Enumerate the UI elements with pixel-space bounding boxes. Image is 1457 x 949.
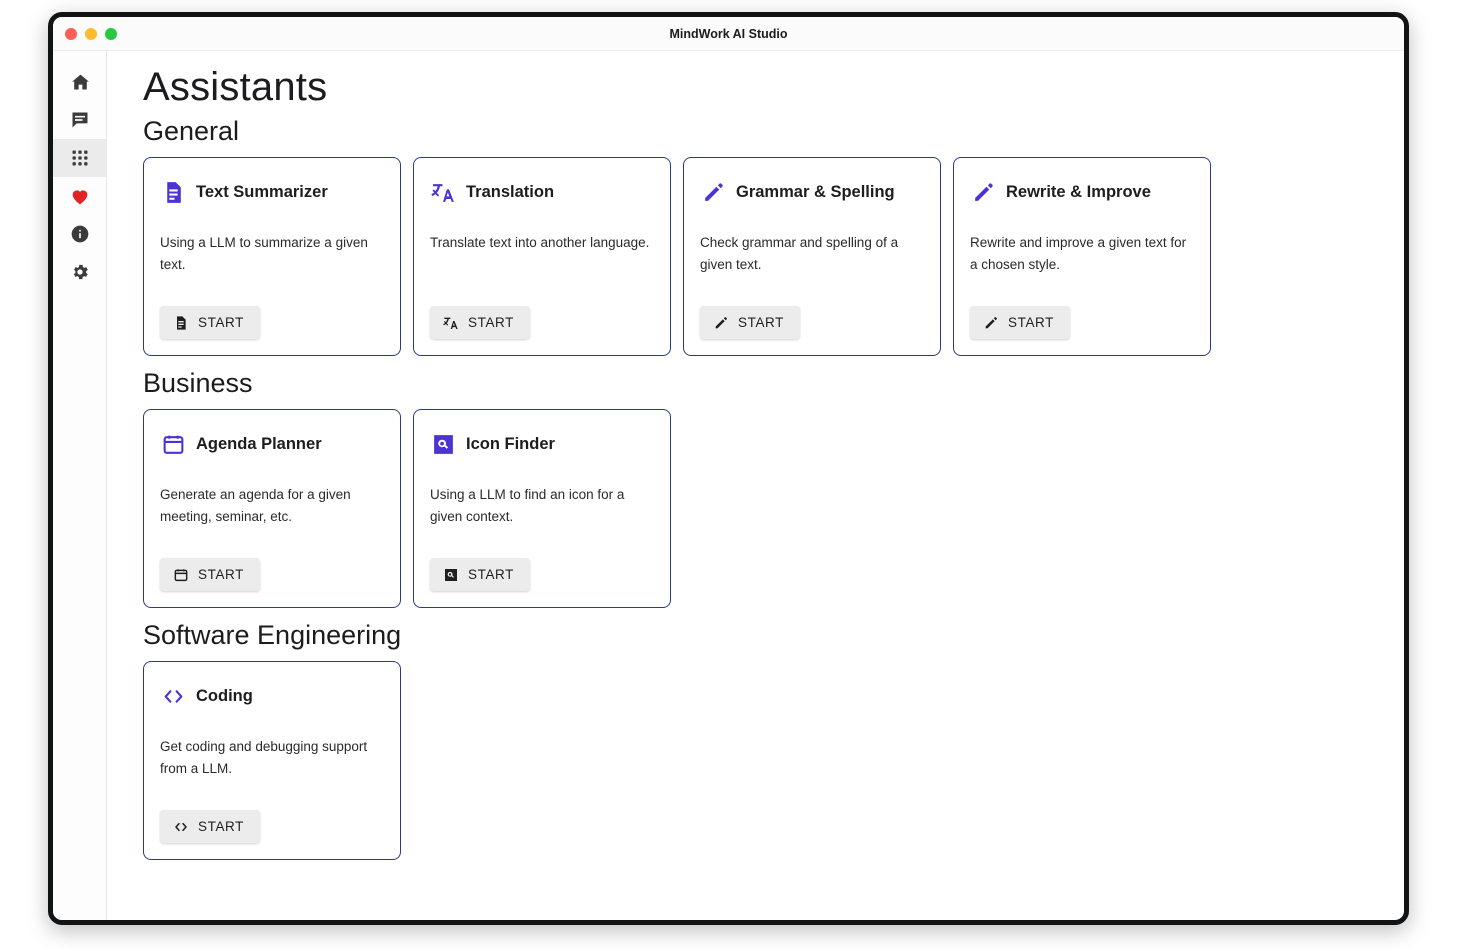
pencil-icon xyxy=(700,179,726,205)
sidebar-item-assistants[interactable] xyxy=(53,139,107,177)
sidebar-item-favorites[interactable] xyxy=(53,177,107,215)
start-button-agenda-planner[interactable] xyxy=(160,558,260,591)
pencil-icon xyxy=(970,179,996,205)
card-header xyxy=(430,172,654,212)
card-title: Text Summarizer xyxy=(196,182,328,201)
chat-bubble-icon xyxy=(70,110,90,130)
card-group-software-engineering xyxy=(143,661,1380,860)
assistant-card-translation[interactable] xyxy=(413,157,671,356)
start-button-label: START xyxy=(198,315,245,330)
start-button-label: START xyxy=(198,567,245,582)
card-title: Icon Finder xyxy=(466,434,555,453)
card-group-general xyxy=(143,157,1380,356)
card-header xyxy=(430,424,654,464)
code-brackets-icon xyxy=(160,683,186,709)
group-title-general: General xyxy=(143,116,240,146)
card-description: Using a LLM to summarize a given text. xyxy=(160,235,368,273)
group-title-business: Business xyxy=(143,368,253,398)
document-text-icon xyxy=(160,179,186,205)
maximize-window-button[interactable] xyxy=(105,28,117,40)
pencil-icon xyxy=(982,314,999,331)
card-header xyxy=(160,676,384,716)
sidebar-item-settings[interactable] xyxy=(53,253,107,291)
image-search-icon xyxy=(442,566,459,583)
document-text-icon xyxy=(172,314,189,331)
assistant-card-icon-finder[interactable] xyxy=(413,409,671,608)
window-titlebar xyxy=(53,17,1404,51)
home-icon xyxy=(70,72,91,93)
start-button-coding[interactable] xyxy=(160,810,260,843)
start-button-label: START xyxy=(468,567,515,582)
minimize-window-button[interactable] xyxy=(85,28,97,40)
card-title: Rewrite & Improve xyxy=(1006,182,1151,201)
start-button-icon-finder[interactable] xyxy=(430,558,530,591)
start-button-label: START xyxy=(738,315,785,330)
info-icon xyxy=(70,224,90,244)
card-title: Grammar & Spelling xyxy=(736,182,895,201)
start-button-rewrite-improve[interactable] xyxy=(970,306,1070,339)
main-content xyxy=(107,51,1404,920)
start-button-translation[interactable] xyxy=(430,306,530,339)
window-title: MindWork AI Studio xyxy=(669,26,788,41)
sidebar-item-home[interactable] xyxy=(53,63,107,101)
assistant-card-grammar-spelling[interactable] xyxy=(683,157,941,356)
start-button-grammar-spelling[interactable] xyxy=(700,306,800,339)
card-description: Translate text into another language. xyxy=(430,235,650,250)
card-description: Check grammar and spelling of a given text. xyxy=(700,235,899,273)
card-description: Using a LLM to find an icon for a given context. xyxy=(430,487,625,525)
group-title-software-engineering: Software Engineering xyxy=(143,620,402,650)
start-button-text-summarizer[interactable] xyxy=(160,306,260,339)
card-group-business xyxy=(143,409,1380,608)
sidebar xyxy=(53,51,107,920)
translate-icon xyxy=(430,179,456,205)
image-search-icon xyxy=(430,431,456,457)
window-controls[interactable] xyxy=(65,28,117,40)
card-header xyxy=(160,424,384,464)
assistant-card-agenda-planner[interactable] xyxy=(143,409,401,608)
pencil-icon xyxy=(712,314,729,331)
start-button-label: START xyxy=(198,819,245,834)
start-button-label: START xyxy=(1008,315,1055,330)
page-title: Assistants xyxy=(143,65,328,109)
translate-icon xyxy=(442,314,459,331)
app-window xyxy=(48,12,1409,925)
assistant-card-rewrite-improve[interactable] xyxy=(953,157,1211,356)
code-brackets-icon xyxy=(172,818,189,835)
card-header xyxy=(970,172,1194,212)
gear-icon xyxy=(70,262,90,282)
start-button-label: START xyxy=(468,315,515,330)
assistant-card-coding[interactable] xyxy=(143,661,401,860)
assistant-card-text-summarizer[interactable] xyxy=(143,157,401,356)
card-title: Coding xyxy=(196,686,253,705)
calendar-icon xyxy=(160,431,186,457)
card-header xyxy=(160,172,384,212)
close-window-button[interactable] xyxy=(65,28,77,40)
grid-apps-icon xyxy=(70,148,90,168)
card-title: Translation xyxy=(466,182,555,201)
card-header xyxy=(700,172,924,212)
card-description: Get coding and debugging support from a LLM. xyxy=(160,739,368,777)
card-description: Generate an agenda for a given meeting, seminar, etc. xyxy=(160,487,351,525)
window-body xyxy=(53,51,1404,920)
card-title: Agenda Planner xyxy=(196,434,322,453)
heart-icon xyxy=(69,185,91,207)
sidebar-item-about[interactable] xyxy=(53,215,107,253)
sidebar-item-chat[interactable] xyxy=(53,101,107,139)
card-description: Rewrite and improve a given text for a chosen style. xyxy=(970,235,1187,273)
calendar-icon xyxy=(172,566,189,583)
